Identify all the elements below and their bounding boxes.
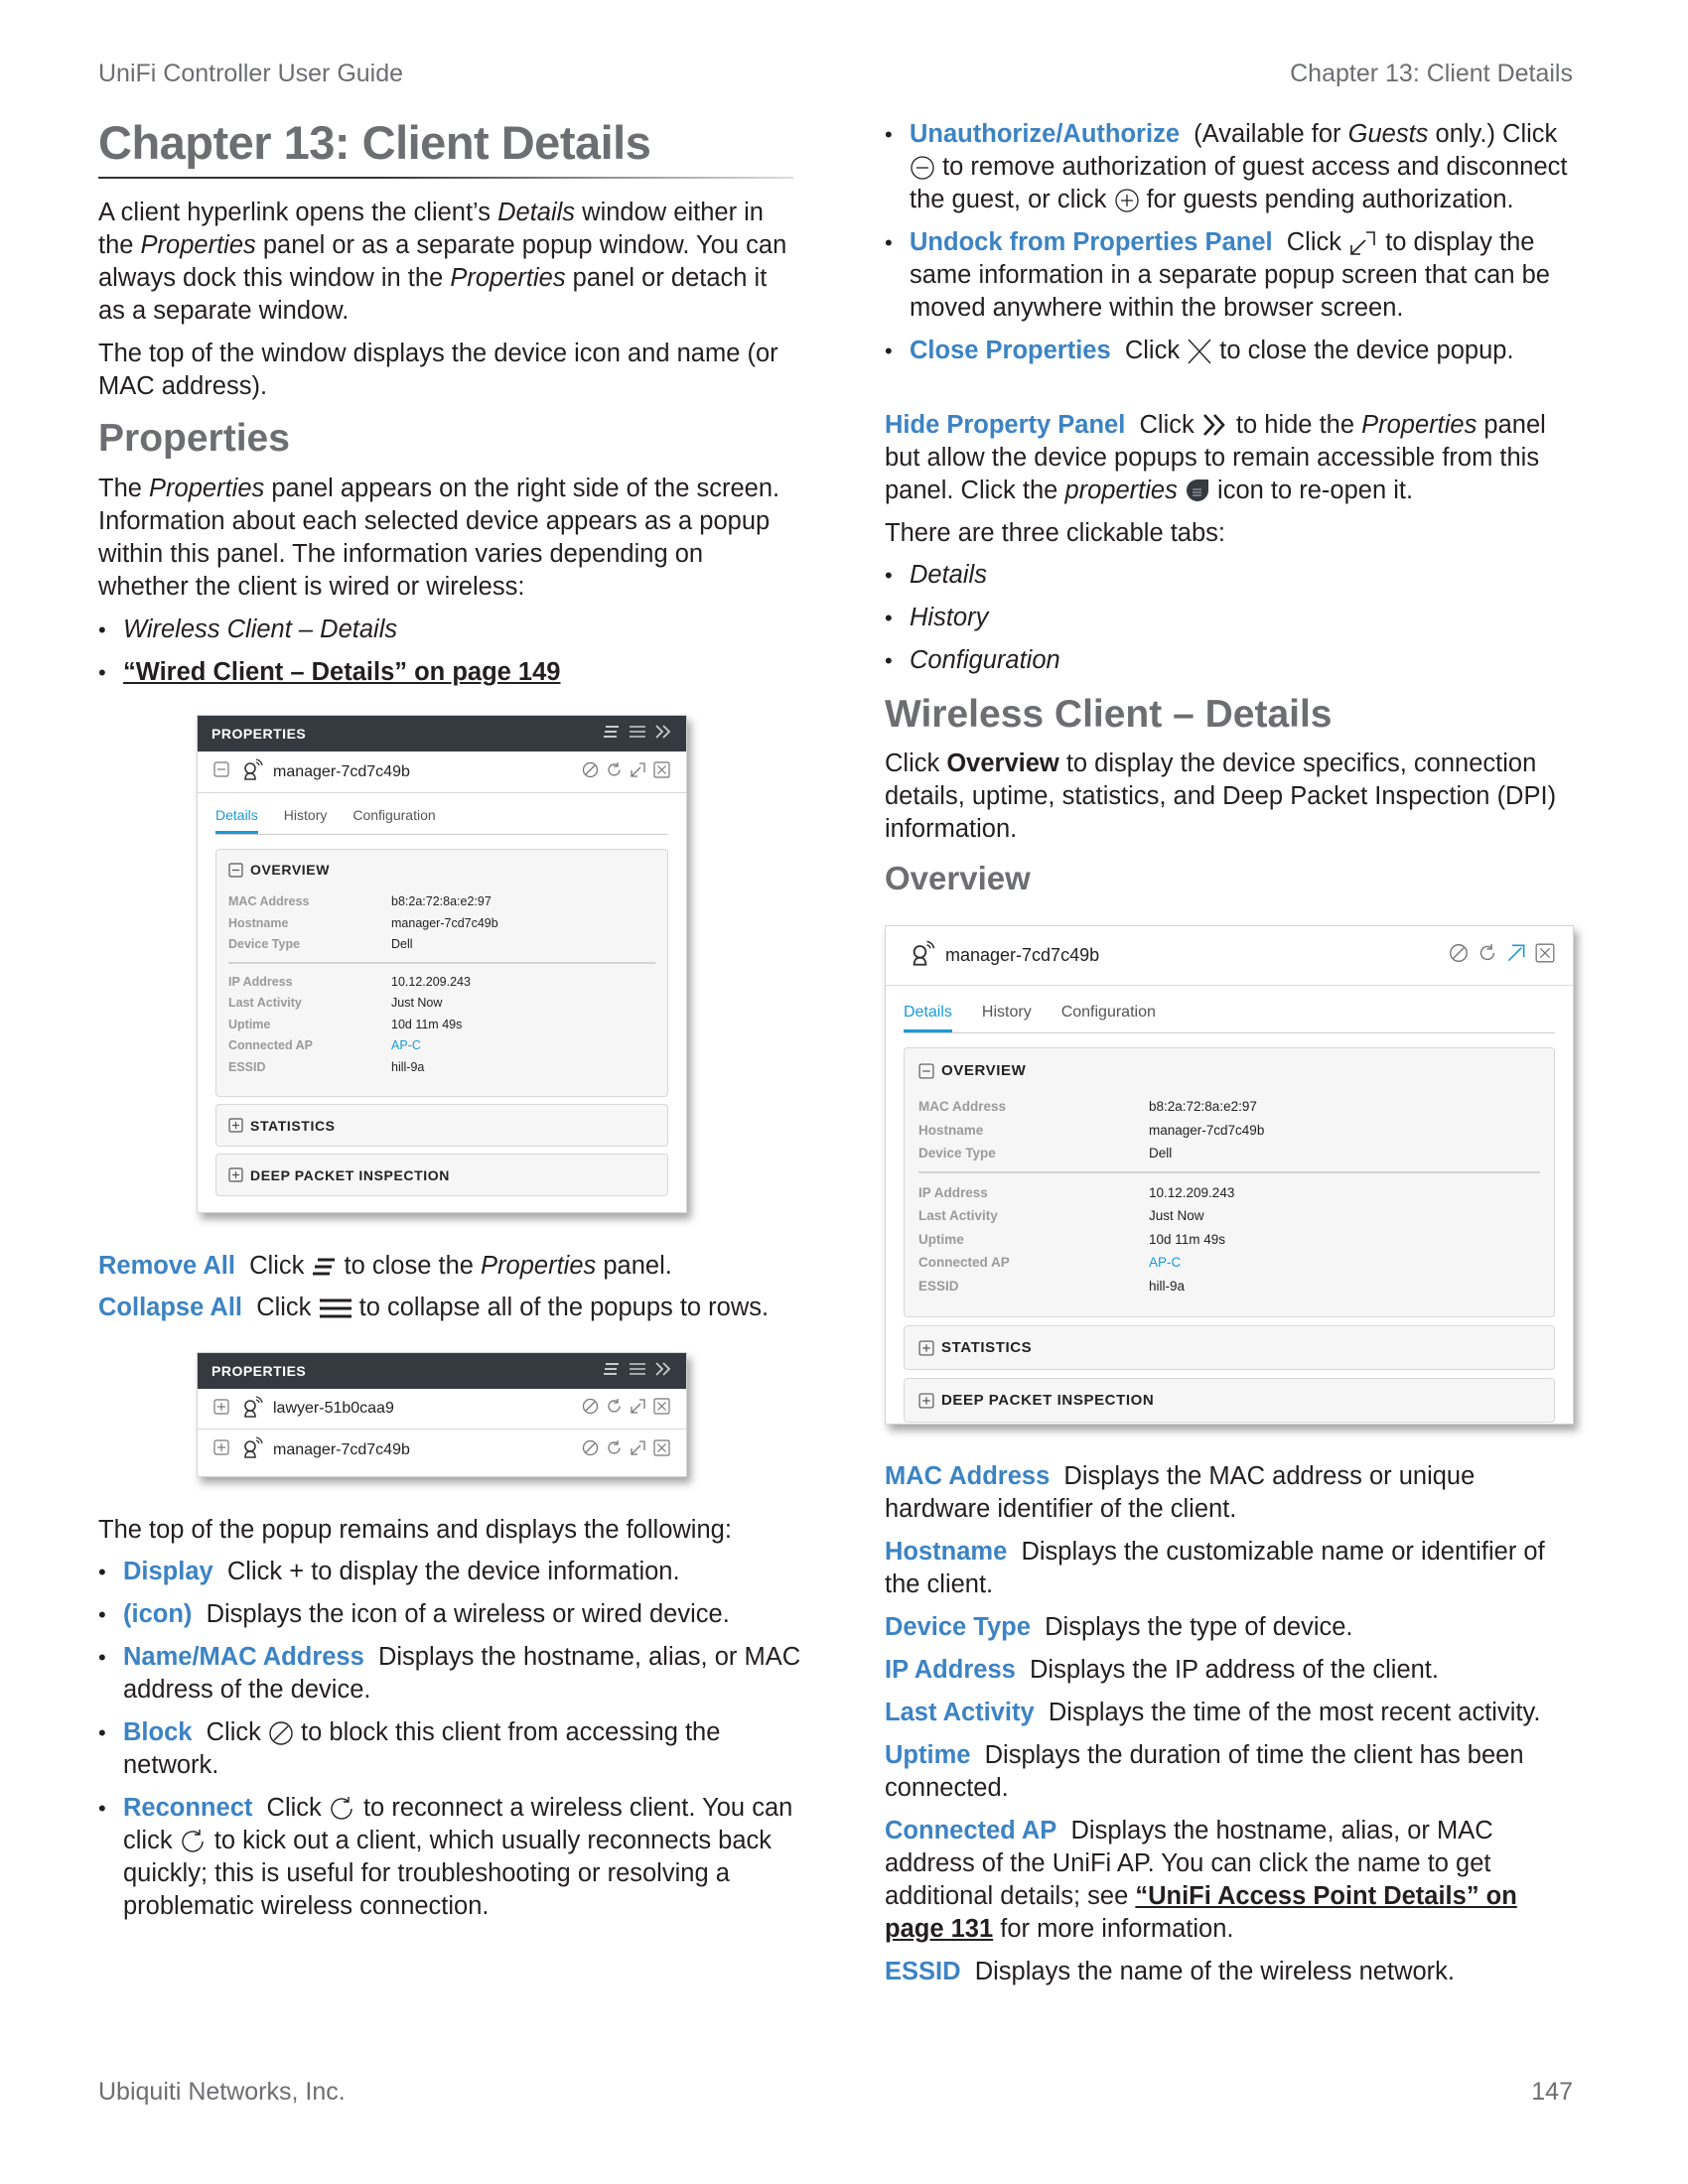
remove-all-description — [98, 1250, 813, 1283]
properties-panel-expanded — [197, 715, 687, 1213]
statistics-label: STATISTICS — [941, 1339, 1033, 1356]
term-hide-panel: Hide Property Panel — [885, 411, 1126, 439]
overview-section — [904, 1047, 1555, 1317]
text: to close the — [337, 1252, 482, 1280]
overview-group-2 — [918, 1181, 1540, 1298]
text: panel but allow the device popups to remain accessible from this panel. Click the — [885, 411, 1546, 504]
definition-item — [885, 1739, 1580, 1805]
unauthorize-icon — [910, 155, 935, 181]
expand-popup-icon[interactable] — [213, 1399, 229, 1420]
text-em: Properties — [1361, 411, 1477, 439]
remove-all-icon[interactable] — [603, 1362, 621, 1381]
kv-row — [918, 1228, 1540, 1252]
definition-text: Displays the time of the most recent activity. — [1048, 1699, 1541, 1726]
popup-actions — [582, 1398, 670, 1420]
hide-panel-icon — [1201, 413, 1229, 439]
chapter-title-rule — [98, 177, 793, 179]
tab-details[interactable]: Details — [904, 1004, 952, 1032]
list-item — [98, 1641, 813, 1706]
properties-icon — [1185, 478, 1210, 505]
intro-text: panel or detach it as a separate window. — [98, 264, 768, 325]
wireless-client-icon — [241, 757, 265, 786]
wireless-client-icon — [910, 939, 937, 972]
definition-text: Displays the type of device. — [1045, 1613, 1353, 1641]
text: Displays the hostname, alias, or MAC address of the device. — [123, 1643, 801, 1704]
kv-label: Connected AP — [228, 1038, 313, 1052]
running-header-right: Chapter 13: Client Details — [1290, 60, 1573, 87]
expand-section-icon — [918, 1340, 934, 1356]
definition-item — [885, 1956, 1580, 1988]
popup-tabs — [215, 793, 668, 835]
overview-label: OVERVIEW — [941, 1062, 1027, 1079]
properties-panel-collapsed — [197, 1352, 687, 1477]
kv-label: Device Type — [228, 937, 301, 951]
text: The — [98, 475, 150, 502]
reconnect-icon[interactable] — [606, 761, 623, 783]
text: Click — [256, 1294, 319, 1321]
expand-section-icon — [228, 1118, 243, 1133]
panel-header-actions — [603, 725, 672, 744]
kv-row — [228, 913, 655, 935]
dpi-section[interactable] — [215, 1154, 668, 1196]
list-item — [885, 644, 1580, 677]
definition-text: Displays the duration of time the client has been connected. — [885, 1741, 1524, 1802]
remove-all-icon — [311, 1256, 337, 1278]
kv-label: ESSID — [918, 1278, 959, 1294]
overview-header[interactable] — [228, 862, 655, 878]
panel-title: PROPERTIES — [211, 1363, 307, 1379]
kv-row — [918, 1119, 1540, 1143]
term-collapse-all: Collapse All — [98, 1294, 243, 1321]
subsection-heading-overview: Overview — [885, 860, 1031, 896]
list-item — [885, 118, 1580, 216]
statistics-section[interactable] — [215, 1104, 668, 1147]
intro-paragraph — [98, 197, 793, 328]
kv-value: manager-7cd7c49b — [1149, 1122, 1265, 1138]
hide-panel-description — [885, 409, 1580, 507]
collapsed-popup-row — [198, 1430, 686, 1470]
definition-text: Displays the name of the wireless network. — [974, 1958, 1455, 1985]
statistics-header — [228, 1118, 336, 1134]
dpi-section[interactable] — [904, 1378, 1555, 1423]
remove-all-icon[interactable] — [603, 725, 621, 744]
text: to kick out a client, which usually reconnects back quickly; this is useful for troubleshooting or resolving a problematic wireless connection. — [123, 1827, 773, 1920]
wireless-client-paragraph — [885, 748, 1580, 846]
text: Click — [885, 750, 947, 777]
kv-row — [228, 972, 655, 994]
term-icon: (icon) — [123, 1600, 193, 1628]
close-popup-icon[interactable] — [653, 761, 670, 783]
overview-divider — [918, 1171, 1540, 1173]
kv-label: ESSID — [228, 1059, 266, 1074]
kv-row — [228, 891, 655, 913]
list-item — [885, 226, 1580, 325]
kv-row — [918, 1251, 1540, 1275]
text: (Available for — [1194, 120, 1348, 148]
kv-value: 10d 11m 49s — [1149, 1231, 1226, 1247]
kv-label: Connected AP — [918, 1255, 1010, 1270]
kv-label: Last Activity — [918, 1208, 998, 1223]
definition-item — [885, 1611, 1580, 1644]
text: to hide the — [1228, 411, 1362, 439]
expand-popup-icon[interactable] — [213, 1439, 229, 1460]
text-em: Guests — [1347, 120, 1429, 148]
overview-label: OVERVIEW — [250, 862, 331, 878]
kv-row — [228, 934, 655, 956]
connected-ap-link[interactable]: AP-C — [391, 1038, 421, 1052]
kv-label: MAC Address — [228, 894, 310, 908]
hide-panel-icon[interactable] — [654, 1362, 672, 1381]
intro-paragraph-2: The top of the window displays the device icon and name (or MAC address). — [98, 340, 778, 400]
text: to reconnect a wireless client. You can click — [123, 1794, 793, 1854]
text: to close the device popup. — [1212, 337, 1514, 364]
kv-row — [918, 1181, 1540, 1205]
intro-text: A client hyperlink opens the client’s — [98, 199, 498, 226]
dpi-header — [228, 1167, 450, 1183]
kv-value: Just Now — [1149, 1208, 1204, 1223]
statistics-header — [918, 1339, 1032, 1356]
term-name-mac: Name/MAC Address — [123, 1643, 364, 1671]
intro-em: Properties — [140, 231, 256, 259]
text: Click + to display the device information. — [226, 1558, 680, 1585]
text: only.) Click — [1428, 120, 1558, 148]
term-hostname: Hostname — [885, 1538, 1008, 1566]
block-icon[interactable] — [582, 1439, 599, 1461]
definition-text: Displays the customizable name or identifier of the client. — [885, 1538, 1545, 1598]
connected-ap-link[interactable]: AP-C — [1149, 1255, 1182, 1270]
term-undock: Undock from Properties Panel — [910, 228, 1273, 256]
tabs-intro: There are three clickable tabs: — [885, 519, 1226, 547]
tab-details[interactable]: Details — [215, 807, 258, 834]
tab-history[interactable]: History — [283, 807, 328, 823]
tab-name: History — [910, 604, 989, 631]
dock-icon[interactable] — [1506, 943, 1526, 968]
statistics-label: STATISTICS — [250, 1117, 336, 1134]
definition-item — [885, 1697, 1580, 1729]
list-item — [98, 1792, 813, 1923]
client-type-list — [98, 614, 793, 689]
device-popup-header — [198, 751, 686, 793]
overview-section — [215, 849, 668, 1097]
kv-label: Uptime — [228, 1017, 271, 1031]
text-em: Properties — [149, 475, 265, 502]
term-reconnect: Reconnect — [123, 1794, 253, 1822]
kv-value: manager-7cd7c49b — [391, 915, 498, 930]
collapsed-popup-row — [198, 1389, 686, 1430]
kv-value: Dell — [391, 937, 413, 951]
panel-header-actions — [603, 1362, 672, 1381]
list-item — [98, 1556, 813, 1588]
block-icon[interactable] — [582, 761, 599, 783]
wireless-client-icon — [241, 1435, 265, 1464]
text: Click — [249, 1252, 312, 1280]
kv-row — [918, 1275, 1540, 1298]
device-name[interactable]: manager-7cd7c49b — [945, 945, 1100, 965]
popup-actions — [582, 1439, 670, 1461]
authorize-icon — [1114, 188, 1140, 213]
definition-text: Displays the MAC address or unique hardware identifier of the client. — [885, 1462, 1476, 1523]
text: Click — [1124, 337, 1188, 364]
term-block: Block — [123, 1718, 193, 1746]
popup-tabs — [904, 986, 1555, 1033]
text: to remove authorization of guest access and disconnect the guest, or click — [910, 153, 1568, 213]
reconnect-icon — [329, 1795, 356, 1823]
kv-value: 10d 11m 49s — [391, 1017, 463, 1031]
term-close-properties: Close Properties — [910, 337, 1111, 364]
kv-row — [918, 1142, 1540, 1165]
undock-icon[interactable] — [630, 761, 646, 783]
intro-text: window either in the — [98, 199, 764, 259]
kv-value: b8:2a:72:8a:e2:97 — [1149, 1099, 1257, 1114]
collapse-section-icon — [228, 863, 243, 878]
wireless-client-icon — [241, 1395, 265, 1424]
device-name[interactable]: manager-7cd7c49b — [273, 1440, 410, 1458]
kv-value: b8:2a:72:8a:e2:97 — [391, 894, 492, 908]
tabs-list — [885, 559, 1580, 677]
collapse-popup-icon[interactable] — [213, 761, 229, 782]
reconnect-icon[interactable] — [606, 1439, 623, 1461]
list-item — [98, 1716, 813, 1782]
collapse-all-icon[interactable] — [629, 725, 646, 744]
tab-name: Details — [910, 561, 987, 589]
kv-row — [228, 993, 655, 1015]
intro-text: panel or as a separate popup window. You can always dock this window in the — [98, 231, 787, 292]
kv-label: IP Address — [918, 1184, 988, 1200]
term-display: Display — [123, 1558, 213, 1585]
panel-header — [198, 1353, 686, 1389]
panel-header — [198, 716, 686, 751]
definition-item — [885, 1460, 1580, 1526]
overview-group-2 — [228, 972, 655, 1079]
kv-value: Just Now — [391, 996, 443, 1010]
text: Click — [206, 1718, 268, 1746]
block-icon — [268, 1720, 294, 1746]
kv-row — [228, 1015, 655, 1036]
definition-text: Displays the hostname, alias, or MAC address of the UniFi AP. You can click the name to get additional details; see — [885, 1817, 1493, 1910]
overview-group-1 — [228, 891, 655, 956]
expand-section-icon — [228, 1167, 243, 1182]
statistics-section[interactable] — [904, 1325, 1555, 1370]
term-connected-ap: Connected AP — [885, 1817, 1057, 1844]
term-unauthorize: Unauthorize/Authorize — [910, 120, 1180, 148]
list-item — [885, 335, 1580, 367]
text: Click — [1139, 411, 1201, 439]
definition-text: for more information. — [993, 1915, 1234, 1943]
tab-name: Configuration — [910, 646, 1060, 674]
list-item — [885, 559, 1580, 592]
collapse-all-icon[interactable] — [629, 1362, 646, 1381]
popup-actions — [1449, 943, 1555, 968]
reconnect-icon[interactable] — [1477, 943, 1497, 968]
tab-configuration[interactable]: Configuration — [352, 807, 436, 823]
term-device-type: Device Type — [885, 1613, 1031, 1641]
text: panel appears on the right side of the screen. Information about each selected device appears as a popup within this panel. The information varies depending on whether the client is wired or wireless: — [98, 475, 780, 601]
kv-label: IP Address — [228, 974, 293, 989]
tab-history[interactable]: History — [981, 1004, 1032, 1021]
collapse-section-icon — [918, 1063, 934, 1079]
kv-row — [918, 1095, 1540, 1119]
dpi-label: DEEP PACKET INSPECTION — [941, 1392, 1155, 1409]
definition-item — [885, 1815, 1580, 1946]
popup-actions-list — [885, 118, 1580, 367]
kv-value: hill-9a — [1149, 1278, 1186, 1294]
term-ip-address: IP Address — [885, 1656, 1016, 1684]
overview-group-1 — [918, 1095, 1540, 1165]
reconnect-icon — [180, 1828, 208, 1855]
device-name[interactable]: lawyer-51b0caa9 — [273, 1400, 394, 1417]
text: to display the device specifics, connection details, uptime, statistics, and Deep Packet Inspection (DPI) information. — [885, 750, 1557, 843]
overview-header[interactable] — [918, 1062, 1540, 1079]
hide-panel-icon[interactable] — [654, 725, 672, 744]
panel-title: PROPERTIES — [211, 726, 307, 742]
kv-row — [228, 1035, 655, 1057]
device-popup-header — [886, 926, 1573, 986]
wireless-client-ref: Wireless Client – Details — [123, 615, 398, 643]
tab-configuration[interactable]: Configuration — [1060, 1004, 1156, 1021]
term-essid: ESSID — [885, 1958, 961, 1985]
list-item — [98, 614, 793, 646]
field-definitions — [885, 1460, 1580, 1988]
properties-paragraph — [98, 473, 793, 604]
kv-label: Hostname — [918, 1122, 984, 1138]
definition-item — [885, 1536, 1580, 1601]
kv-value: hill-9a — [391, 1059, 425, 1074]
chapter-title: Chapter 13: Client Details — [98, 116, 651, 169]
list-item — [885, 602, 1580, 634]
text: icon to re-open it. — [1209, 477, 1414, 504]
kv-label: Uptime — [918, 1231, 964, 1247]
access-point-details-link[interactable]: “UniFi Access Point Details” on page 131 — [885, 1882, 1517, 1943]
running-header-left: UniFi Controller User Guide — [98, 60, 404, 87]
dpi-label: DEEP PACKET INSPECTION — [250, 1166, 450, 1183]
collapse-all-icon — [319, 1297, 352, 1319]
kv-label: Hostname — [228, 915, 289, 930]
text: to block this client from accessing the network. — [123, 1718, 721, 1779]
text: Click — [266, 1794, 329, 1822]
section-heading-wireless-client: Wireless Client – Details — [885, 693, 1333, 736]
reconnect-icon[interactable] — [606, 1398, 623, 1420]
kv-label: Last Activity — [228, 996, 302, 1010]
definition-item — [885, 1654, 1580, 1687]
expand-section-icon — [918, 1393, 934, 1409]
text: to collapse all of the popups to rows. — [352, 1294, 770, 1321]
text: Displays the icon of a wireless or wired device. — [206, 1600, 730, 1628]
text-bold: Overview — [946, 750, 1059, 777]
popup-top-intro: The top of the popup remains and displays the following: — [98, 1516, 732, 1544]
kv-row — [228, 1057, 655, 1079]
popup-actions — [582, 761, 670, 783]
list-item — [98, 1598, 813, 1631]
text: panel. — [596, 1252, 672, 1280]
text: for guests pending authorization. — [1139, 186, 1514, 213]
kv-label: MAC Address — [918, 1099, 1007, 1114]
device-name[interactable]: manager-7cd7c49b — [273, 762, 410, 780]
text-em: Properties — [481, 1252, 597, 1280]
overview-divider — [228, 962, 655, 964]
definition-text: Displays the IP address of the client. — [1029, 1656, 1439, 1684]
kv-value: 10.12.209.243 — [1149, 1184, 1235, 1200]
text: Click — [1286, 228, 1349, 256]
collapse-all-description — [98, 1292, 813, 1324]
block-icon[interactable] — [1449, 943, 1469, 968]
close-icon — [1187, 338, 1212, 365]
kv-label: Device Type — [918, 1146, 996, 1160]
footer-page-number: 147 — [1531, 2078, 1573, 2106]
undock-icon[interactable] — [630, 1439, 646, 1461]
close-popup-icon[interactable] — [653, 1398, 670, 1420]
popup-top-list — [98, 1556, 813, 1923]
term-remove-all: Remove All — [98, 1252, 235, 1280]
list-item — [98, 656, 793, 689]
intro-em: Details — [497, 199, 576, 226]
term-mac-address: MAC Address — [885, 1462, 1051, 1490]
close-popup-icon[interactable] — [1535, 943, 1555, 968]
undock-icon — [1348, 229, 1378, 257]
undock-icon[interactable] — [630, 1398, 646, 1420]
text-em: properties — [1064, 477, 1178, 504]
kv-row — [918, 1204, 1540, 1228]
footer-company: Ubiquiti Networks, Inc. — [98, 2078, 346, 2106]
section-heading-properties: Properties — [98, 417, 290, 460]
close-popup-icon[interactable] — [653, 1439, 670, 1461]
term-uptime: Uptime — [885, 1741, 971, 1769]
wired-client-link[interactable]: “Wired Client – Details” on page 149 — [123, 658, 561, 686]
dpi-header — [918, 1392, 1154, 1409]
text: to display the same information in a separate popup screen that can be moved anywhere within the browser screen. — [910, 228, 1550, 322]
term-last-activity: Last Activity — [885, 1699, 1035, 1726]
kv-value: 10.12.209.243 — [391, 974, 471, 989]
block-icon[interactable] — [582, 1398, 599, 1420]
kv-value: Dell — [1149, 1146, 1173, 1160]
client-details-popup — [885, 925, 1574, 1425]
intro-em: Properties — [450, 264, 566, 292]
